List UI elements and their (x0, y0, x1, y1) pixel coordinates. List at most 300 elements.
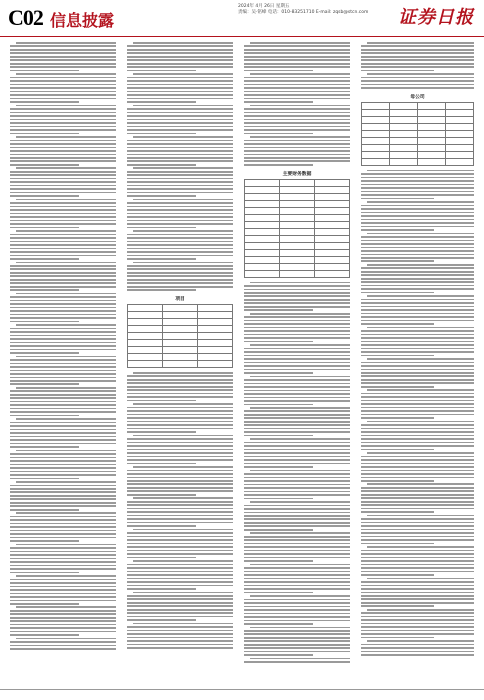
text-line (367, 42, 474, 44)
text-line (244, 539, 350, 541)
text-line (361, 400, 474, 402)
text-line (127, 98, 233, 100)
text-line (127, 647, 233, 649)
text-line (10, 286, 116, 288)
text-line (250, 344, 350, 346)
text-line (361, 180, 474, 182)
text-line (16, 105, 116, 107)
text-line (361, 222, 474, 224)
text-line (133, 623, 233, 625)
text-line (127, 375, 233, 377)
text-line (127, 209, 233, 211)
text-line (10, 540, 79, 542)
text-line (127, 550, 233, 552)
text-line (244, 599, 350, 601)
text-line (244, 66, 350, 68)
text-line (244, 299, 350, 301)
text-line (361, 369, 474, 371)
text-line (10, 568, 116, 570)
text-line (127, 487, 233, 489)
table-cell (446, 123, 474, 130)
text-line (244, 431, 350, 433)
text-line (361, 292, 434, 294)
text-line (361, 254, 474, 256)
text-line (244, 546, 350, 548)
text-line (10, 523, 116, 525)
text-line (361, 585, 474, 587)
table-cell (128, 304, 163, 311)
table-cell (390, 109, 418, 116)
text-line (10, 122, 116, 124)
text-line (361, 240, 474, 242)
text-line (361, 320, 474, 322)
text-line (10, 335, 116, 337)
text-line (361, 302, 474, 304)
text-line (127, 49, 233, 51)
text-line (127, 602, 233, 604)
text-line (244, 292, 350, 294)
table-cell (446, 130, 474, 137)
text-line (361, 271, 474, 273)
table-cell (446, 144, 474, 151)
text-line (244, 129, 350, 131)
text-line (361, 424, 474, 426)
text-line (133, 105, 233, 107)
text-line (10, 140, 116, 142)
text-line (244, 164, 313, 166)
table-row (362, 102, 474, 109)
text-line (361, 529, 474, 531)
text-line (361, 612, 474, 614)
text-line (10, 275, 116, 277)
text-line (244, 70, 313, 72)
text-line (244, 358, 350, 360)
text-line (361, 247, 474, 249)
text-line (361, 494, 474, 496)
text-line (16, 356, 116, 358)
text-line (127, 147, 233, 149)
text-line (250, 282, 350, 284)
text-line (361, 316, 474, 318)
text-line (361, 525, 474, 527)
text-line (127, 248, 233, 250)
text-line (10, 610, 116, 612)
text-line (244, 515, 350, 517)
text-line (127, 585, 233, 587)
text-line (127, 553, 233, 555)
text-line (244, 94, 350, 96)
text-line (127, 637, 233, 639)
text-line (244, 459, 350, 461)
table-cell (362, 144, 390, 151)
table-cell (163, 360, 198, 367)
column-2 (127, 42, 233, 688)
text-line (133, 262, 233, 264)
text-line (10, 192, 116, 194)
text-line (10, 84, 116, 86)
table-cell (280, 200, 315, 207)
masthead (0, 0, 484, 37)
text-line (361, 480, 434, 482)
text-line (10, 220, 116, 222)
text-line (361, 553, 474, 555)
table-cell (198, 353, 233, 360)
text-line (127, 633, 233, 635)
text-line (10, 300, 116, 302)
table-cell (128, 339, 163, 346)
table-row (362, 151, 474, 158)
table-cell (163, 353, 198, 360)
text-line (10, 505, 116, 507)
text-line (127, 282, 233, 284)
text-line (244, 372, 313, 374)
text-line (244, 143, 350, 145)
table-cell (198, 325, 233, 332)
table-cell (280, 242, 315, 249)
text-line (16, 544, 116, 546)
text-line (10, 565, 116, 567)
text-line (361, 595, 474, 597)
text-line (133, 435, 233, 437)
text-line (10, 223, 116, 225)
text-line (361, 470, 474, 472)
text-line (10, 645, 116, 647)
text-line (127, 63, 233, 65)
table-cell (245, 228, 280, 235)
table-cell (362, 130, 390, 137)
table-cell (245, 221, 280, 228)
text-line (361, 564, 474, 566)
table-cell (128, 332, 163, 339)
text-line (361, 49, 474, 51)
text-line (127, 216, 233, 218)
table-cell (390, 144, 418, 151)
table-cell (418, 144, 446, 151)
table-cell (315, 193, 350, 200)
table-row (245, 270, 350, 277)
text-line (244, 140, 350, 142)
text-line (244, 316, 350, 318)
text-line (127, 567, 233, 569)
text-line (244, 323, 350, 325)
table-cell (315, 263, 350, 270)
text-line (367, 327, 474, 329)
text-line (10, 143, 116, 145)
text-line (361, 260, 434, 262)
text-line (127, 379, 233, 381)
table-cell (245, 207, 280, 214)
text-line (244, 383, 350, 385)
text-line (127, 588, 196, 590)
text-line (127, 258, 196, 260)
text-line (244, 414, 350, 416)
text-line (10, 373, 116, 375)
text-line (361, 56, 474, 58)
table-row (362, 137, 474, 144)
text-line (10, 112, 116, 114)
text-line (10, 126, 116, 128)
text-line (244, 59, 350, 61)
text-line (244, 112, 350, 114)
text-line (127, 410, 233, 412)
text-line (361, 386, 434, 388)
text-line (10, 66, 116, 68)
text-line (361, 466, 474, 468)
text-line (127, 456, 233, 458)
text-line (361, 80, 474, 82)
table-cell (315, 228, 350, 235)
text-line (127, 473, 233, 475)
text-line (244, 369, 350, 371)
text-line (10, 572, 79, 574)
text-line (361, 449, 434, 451)
text-line (127, 255, 233, 257)
text-line (10, 554, 116, 556)
table-cell (362, 158, 390, 165)
text-line (10, 119, 116, 121)
text-line (10, 593, 116, 595)
text-line (361, 539, 474, 541)
text-line (361, 198, 434, 200)
text-line (244, 101, 313, 103)
text-line (244, 473, 350, 475)
table-cell (280, 270, 315, 277)
text-line (367, 295, 474, 297)
text-line (127, 490, 233, 492)
text-line (133, 529, 233, 531)
table-cell (418, 123, 446, 130)
text-line (10, 342, 116, 344)
text-line (127, 382, 233, 384)
text-line (127, 459, 233, 461)
table-row (128, 318, 233, 325)
table-cell (245, 256, 280, 263)
text-line (133, 592, 233, 594)
table-cell (446, 116, 474, 123)
text-line (367, 73, 474, 75)
text-line (367, 170, 474, 172)
text-line (361, 508, 474, 510)
text-line (10, 603, 79, 605)
table-row (362, 123, 474, 130)
text-line (10, 314, 116, 316)
text-line (10, 157, 116, 159)
text-line (127, 463, 196, 465)
text-line (244, 602, 350, 604)
text-line (127, 536, 233, 538)
text-line (244, 49, 350, 51)
column-4 (361, 42, 474, 688)
text-line (127, 644, 233, 646)
text-line (10, 530, 116, 532)
text-line (244, 567, 350, 569)
text-line (10, 77, 116, 79)
text-line (10, 359, 116, 361)
text-line (361, 438, 474, 440)
text-line (127, 400, 196, 402)
text-line (244, 362, 350, 364)
text-line (361, 348, 474, 350)
table-cell (245, 193, 280, 200)
text-line (10, 467, 116, 469)
text-line (10, 408, 116, 410)
text-line (244, 77, 350, 79)
text-line (10, 255, 116, 257)
text-line (361, 323, 434, 325)
text-line (361, 208, 474, 210)
text-line (244, 379, 350, 381)
text-line (127, 94, 233, 96)
table-cell (315, 221, 350, 228)
table-cell (163, 325, 198, 332)
text-line (133, 497, 233, 499)
text-line (361, 511, 434, 513)
text-line (127, 188, 233, 190)
table-row (245, 263, 350, 270)
text-line (10, 80, 116, 82)
text-line (244, 578, 350, 580)
text-line (16, 293, 116, 295)
text-line (10, 561, 116, 563)
text-line (361, 588, 474, 590)
text-line (10, 471, 116, 473)
table-cell (198, 304, 233, 311)
text-line (361, 428, 474, 430)
text-line (10, 509, 79, 511)
text-line (16, 418, 116, 420)
text-line (244, 404, 313, 406)
table-cell (128, 318, 163, 325)
text-line (244, 640, 350, 642)
text-line (127, 178, 233, 180)
text-line (361, 285, 474, 287)
text-line (10, 248, 116, 250)
text-line (127, 195, 196, 197)
text-line (10, 251, 116, 253)
text-line (244, 424, 350, 426)
data-table (361, 102, 474, 166)
text-line (361, 532, 474, 534)
text-line (10, 474, 116, 476)
text-line (10, 502, 116, 504)
text-line (127, 150, 233, 152)
text-line (10, 432, 116, 434)
text-line (244, 487, 350, 489)
text-line (244, 154, 350, 156)
text-line (244, 616, 350, 618)
table-cell (163, 339, 198, 346)
text-line (16, 575, 116, 577)
table-row (245, 193, 350, 200)
text-line (10, 237, 116, 239)
text-line (244, 505, 350, 507)
text-line (244, 115, 350, 117)
table-cell (418, 102, 446, 109)
table-cell (245, 200, 280, 207)
text-line (244, 393, 350, 395)
text-line (10, 446, 79, 448)
text-line (10, 429, 116, 431)
text-line (361, 45, 474, 47)
text-line (127, 154, 233, 156)
table-cell (362, 123, 390, 130)
text-line (361, 602, 474, 604)
text-line (250, 105, 350, 107)
table-cell (315, 270, 350, 277)
text-line (127, 241, 233, 243)
text-line (244, 466, 313, 468)
text-line (244, 609, 350, 611)
table-cell (446, 151, 474, 158)
text-line (127, 609, 233, 611)
text-line (244, 536, 350, 538)
text-line (10, 303, 116, 305)
text-line (10, 338, 116, 340)
text-line (127, 571, 233, 573)
table-row (128, 353, 233, 360)
text-line (361, 445, 474, 447)
text-line (10, 648, 116, 650)
table-caption: 主要财务数据 (282, 171, 312, 177)
text-line (10, 498, 116, 500)
text-line (361, 393, 474, 395)
text-line (10, 164, 79, 166)
text-line (367, 546, 474, 548)
text-line (361, 633, 474, 635)
text-line (127, 494, 196, 496)
text-line (127, 202, 233, 204)
text-line (127, 227, 196, 229)
text-line (361, 267, 474, 269)
text-line (10, 404, 116, 406)
text-line (10, 491, 116, 493)
text-line (10, 188, 116, 190)
text-line (244, 491, 350, 493)
text-line (16, 73, 116, 75)
table-cell (198, 339, 233, 346)
text-line (127, 578, 233, 580)
text-line (10, 589, 116, 591)
text-line (244, 630, 350, 632)
table-cell (128, 325, 163, 332)
text-line (16, 387, 116, 389)
text-line (244, 522, 350, 524)
text-line (244, 351, 350, 353)
text-line (127, 52, 233, 54)
text-line (367, 515, 474, 517)
text-line (10, 195, 79, 197)
table-cell (245, 179, 280, 186)
text-line (10, 422, 116, 424)
text-line (361, 194, 474, 196)
text-line (127, 84, 233, 86)
text-line (250, 564, 350, 566)
text-line (361, 616, 474, 618)
text-line (361, 407, 474, 409)
text-line (10, 390, 116, 392)
text-line (10, 94, 116, 96)
text-line (10, 631, 116, 633)
text-line (244, 606, 350, 608)
text-line (133, 167, 233, 169)
text-line (16, 638, 116, 640)
text-line (10, 627, 116, 629)
text-line (10, 268, 116, 270)
text-line (250, 407, 350, 409)
text-line (127, 237, 233, 239)
text-line (16, 512, 116, 514)
table-cell (280, 193, 315, 200)
